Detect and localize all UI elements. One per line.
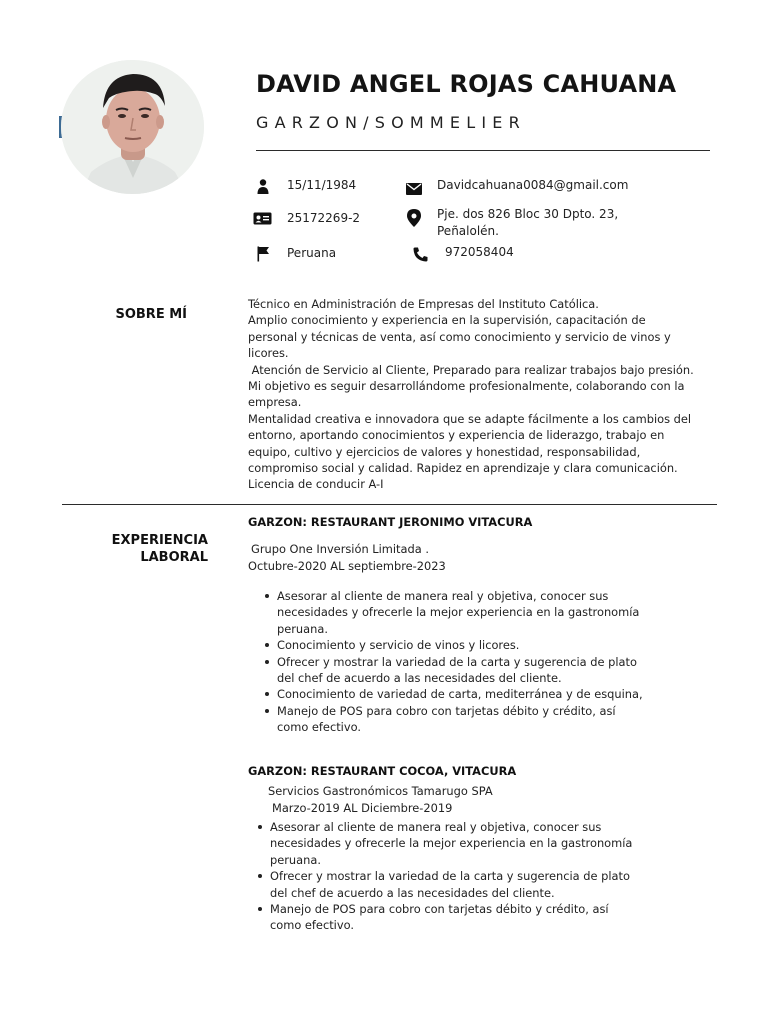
id-number: 25172269-2 [287, 211, 361, 225]
person-icon [255, 178, 271, 194]
job-1-company: Grupo One Inversión Limitada . [251, 542, 429, 556]
id-card-icon [253, 211, 272, 227]
experience-heading-line1: EXPERIENCIA [111, 533, 208, 548]
candidate-name: DAVID ANGEL ROJAS CAHUANA [256, 70, 677, 98]
phone-number: 972058404 [445, 245, 514, 259]
profile-photo-portrait [61, 60, 204, 194]
nationality: Peruana [287, 246, 337, 260]
address-line-2: Peñalolén. [437, 224, 499, 238]
about-line: Mi objetivo es seguir desarrollándome profesionalmente, colaborando con la [248, 379, 685, 394]
experience-heading-line2: LABORAL [140, 550, 208, 565]
duty-line: Manejo de POS para cobro con tarjetas débito y crédito, así [270, 902, 609, 917]
job-1-period: Octubre-2020 AL septiembre-2023 [248, 559, 446, 573]
about-line: Licencia de conducir A-I [248, 477, 384, 492]
about-line: Amplio conocimiento y experiencia en la supervisión, capacitación de [248, 313, 646, 328]
job-1-title: GARZON: RESTAURANT JERONIMO VITACURA [248, 515, 533, 529]
about-line: equipo, cultivo y ejercicios de valores y honestidad, responsabilidad, [248, 444, 641, 459]
about-line: Técnico en Administración de Empresas del Instituto Católica. [248, 297, 599, 311]
list-item [277, 588, 677, 637]
birthdate: 15/11/1984 [287, 178, 357, 192]
mail-icon [406, 180, 422, 196]
header-divider [256, 150, 710, 151]
about-line: empresa. [248, 395, 302, 410]
duty-line: Conocimiento de variedad de carta, mediterránea y de esquina, [277, 687, 643, 702]
duty-line: Conocimiento y servicio de vinos y licores. [277, 638, 520, 653]
list-item [277, 703, 677, 736]
list-item [270, 868, 670, 901]
phone-icon [413, 247, 429, 263]
about-line: licores. [248, 346, 289, 361]
duty-line: Ofrecer y mostrar la variedad de la carta y sugerencia de plato [270, 869, 630, 884]
profile-photo [61, 60, 204, 194]
about-text [248, 296, 718, 493]
duty-line: del chef de acuerdo a las necesidades del cliente. [277, 671, 562, 686]
list-item [270, 901, 670, 934]
duty-line: como efectivo. [270, 918, 354, 933]
flag-icon [256, 246, 272, 262]
about-line: compromiso social y calidad. Rapidez en aprendizaje y clara comunicación. [248, 461, 678, 476]
duty-line: peruana. [270, 852, 321, 867]
duty-line: del chef de acuerdo a las necesidades del cliente. [270, 885, 555, 900]
duty-line: Ofrecer y mostrar la variedad de la carta y sugerencia de plato [277, 654, 637, 669]
job-title: GARZON/SOMMELIER [256, 113, 526, 132]
job-1-duties [277, 588, 677, 736]
about-line: entorno, aportando conocimientos y experiencia de liderazgo, trabajo en [248, 428, 665, 443]
list-item [270, 819, 670, 868]
duty-line: necesidades y ofrecerle la mejor experiencia en la gastronomía [270, 836, 633, 851]
address-line-1: Pje. dos 826 Bloc 30 Dpto. 23, [437, 207, 619, 221]
duty-line: necesidades y ofrecerle la mejor experiencia en la gastronomía [277, 605, 640, 620]
list-item [277, 686, 677, 702]
job-2-period: Marzo-2019 AL Diciembre-2019 [272, 801, 453, 815]
email[interactable]: Davidcahuana0084@gmail.com [437, 178, 629, 192]
duty-line: peruana. [277, 621, 328, 636]
about-line: personal y técnicas de venta, así como conocimiento y servicio de vinos y [248, 329, 671, 344]
job-2-company: Servicios Gastronómicos Tamarugo SPA [268, 784, 493, 798]
location-pin-icon [407, 209, 423, 225]
job-2-title: GARZON: RESTAURANT COCOA, VITACURA [248, 764, 517, 778]
experience-heading [96, 532, 208, 566]
section-divider [62, 504, 717, 505]
about-heading: SOBRE MÍ [115, 307, 187, 322]
job-2-duties [270, 819, 670, 934]
about-line: Mentalidad creativa e innovadora que se adapte fácilmente a los cambios del [248, 411, 692, 426]
about-line: Atención de Servicio al Cliente, Preparado para realizar trabajos bajo presión. [248, 362, 694, 377]
list-item [277, 637, 677, 653]
duty-line: Asesorar al cliente de manera real y objetiva, conocer sus [270, 820, 602, 834]
list-item [277, 654, 677, 687]
duty-line: como efectivo. [277, 720, 361, 735]
duty-line: Manejo de POS para cobro con tarjetas débito y crédito, así [277, 703, 616, 718]
duty-line: Asesorar al cliente de manera real y objetiva, conocer sus [277, 589, 609, 603]
